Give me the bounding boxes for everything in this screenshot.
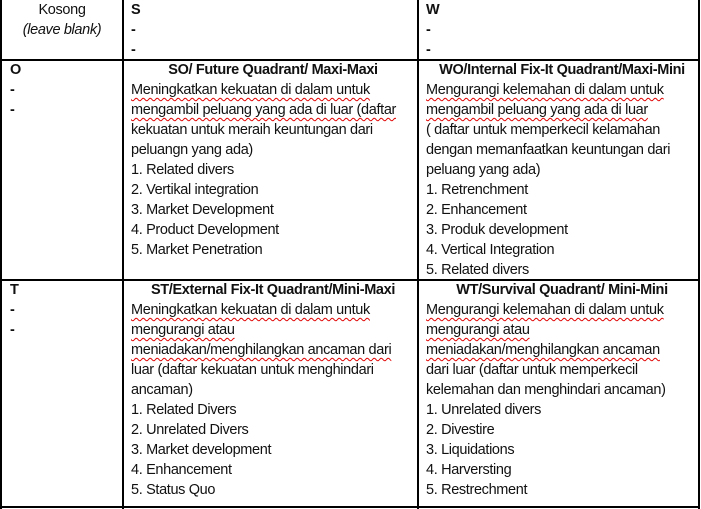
description-line: Mengurangi kelemahan di dalam untuk [426, 302, 664, 318]
quadrant-title: WO/Internal Fix-It Quadrant/Maxi-Mini [439, 62, 685, 78]
description-line: meniadakan/menghilangkan ancaman [426, 342, 660, 358]
row-label: T [10, 282, 19, 298]
quadrant-so [131, 60, 415, 260]
strategy-item: 5. Market Penetration [131, 242, 263, 258]
description-line: mengurangi atau [131, 322, 235, 338]
description-line: meniadakan/menghilangkan ancaman dari [131, 342, 392, 358]
border-left [0, 0, 2, 509]
header-label: S [131, 2, 141, 18]
corner-subtitle: (leave blank) [22, 22, 102, 38]
divider-col-1 [122, 0, 124, 509]
quadrant-title: ST/External Fix-It Quadrant/Mini-Maxi [150, 282, 396, 298]
strategy-item: 2. Divestire [426, 422, 495, 438]
header-strengths [131, 0, 411, 60]
description-line: luar (daftar kekuatan untuk menghindari [131, 362, 374, 378]
row-bullet: - [10, 82, 15, 98]
description-line: dengan memanfaatkan keuntungan dari [426, 142, 671, 158]
strategy-item: 4. Harversting [426, 462, 512, 478]
strategy-item: 5. Related divers [426, 262, 529, 278]
row-label: O [10, 62, 21, 78]
strategy-item: 1. Related divers [131, 162, 234, 178]
row-bullet: - [10, 322, 15, 338]
description-line: Meningkatkan kekuatan di dalam untuk [131, 82, 370, 98]
strategy-item: 5. Restrechment [426, 482, 528, 498]
strategy-item: 2. Vertikal integration [131, 182, 259, 198]
description-line: mengambil peluang yang ada di luar (daftar [131, 102, 397, 118]
row-header-opportunities [10, 60, 120, 120]
header-bullet: - [131, 22, 136, 38]
strategy-item: 1. Retrenchment [426, 182, 528, 198]
description-line: peluangn yang ada) [131, 142, 253, 158]
strategy-item: 4. Product Development [131, 222, 279, 238]
description-line: ( daftar untuk memperkecil kelamahan [426, 122, 661, 138]
header-bullet: - [426, 42, 431, 58]
quadrant-wo [426, 60, 698, 280]
strategy-item: 4. Enhancement [131, 462, 232, 478]
row-bullet: - [10, 102, 15, 118]
description-line: mengurangi atau [426, 322, 530, 338]
description-line: Meningkatkan kekuatan di dalam untuk [131, 302, 370, 318]
header-bullet: - [131, 42, 136, 58]
quadrant-title: WT/Survival Quadrant/ Mini-Mini [456, 282, 668, 298]
border-bottom [0, 506, 700, 508]
description-line: kekuatan untuk meraih keuntungan dari [131, 122, 373, 138]
row-header-threats [10, 280, 120, 340]
description-line: mengambil peluang yang ada di luar [426, 102, 648, 118]
strategy-item: 2. Enhancement [426, 202, 527, 218]
header-bullet: - [426, 22, 431, 38]
header-label: W [426, 2, 440, 18]
row-bullet: - [10, 302, 15, 318]
strategy-item: 4. Vertical Integration [426, 242, 555, 258]
description-line: dari luar (daftar untuk memperkecil [426, 362, 638, 378]
strategy-item: 5. Status Quo [131, 482, 216, 498]
strategy-item: 3. Market Development [131, 202, 274, 218]
description-line: peluang yang ada) [426, 162, 541, 178]
strategy-item: 3. Market development [131, 442, 272, 458]
strategy-item: 3. Liquidations [426, 442, 515, 458]
strategy-item: 1. Unrelated divers [426, 402, 542, 418]
quadrant-title: SO/ Future Quadrant/ Maxi-Maxi [168, 62, 378, 78]
quadrant-wt [426, 280, 698, 500]
description-line: ancaman) [131, 382, 193, 398]
divider-col-2 [417, 0, 419, 509]
description-line: kelemahan dan menghindari ancaman) [426, 382, 666, 398]
border-right [698, 0, 700, 509]
corner-cell [2, 0, 122, 40]
quadrant-st [131, 280, 415, 500]
strategy-item: 1. Related Divers [131, 402, 237, 418]
strategy-item: 2. Unrelated Divers [131, 422, 249, 438]
header-weaknesses [426, 0, 696, 60]
strategy-item: 3. Produk development [426, 222, 568, 238]
description-line: Mengurangi kelemahan di dalam untuk [426, 82, 664, 98]
corner-title: Kosong [38, 2, 86, 18]
